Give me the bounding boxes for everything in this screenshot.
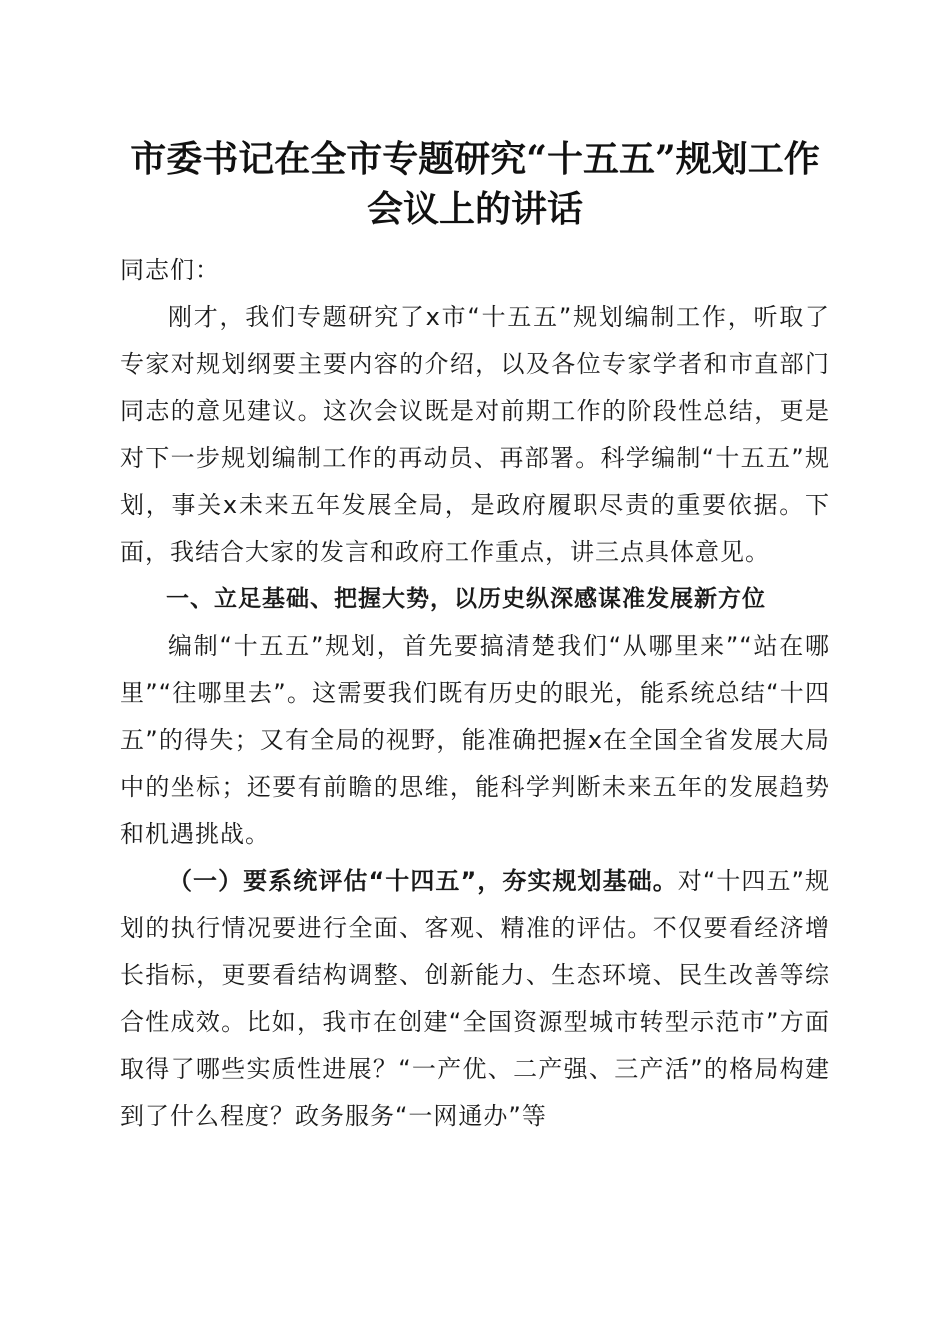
document-title — [100, 134, 850, 234]
paragraph-1: 刚才，我们专题研究了x市“十五五”规划编制工作，听取了专家对规划纲要主要内容的介绍，以及各位专家学者和市直部门同志的意见建议。这次会议既是对前期工作的阶段性总结，更是对下一步规划编制工作的再动员、再部署。科学编制“十五五”规划，事关x未来五年发展全局，是政府履职尽责的重要依据。下面，我结合大家的发言和政府工作重点，讲三点具体意见。 — [120, 303, 830, 566]
paragraph-3-text: 对“十四五”规划的执行情况要进行全面、客观、精准的评估。不仅要看经济增长指标，更要看结构调整、创新能力、生态环境、民生改善等综合性成效。比如，我市在创建“全国资源型城市转型示范市”方面取得了哪些实质性进展？“一产优、二产强、三产活”的格局构建到了什么程度？政务服务“一网通办”等 — [120, 867, 830, 1130]
title-line-1: 市委书记在全市专题研究“十五五”规划工作 — [130, 138, 820, 180]
paragraph-2: 编制“十五五”规划，首先要搞清楚我们“从哪里来”“站在哪里”“往哪里去”。这需要我们既有历史的眼光，能系统总结“十四五”的得失；又有全局的视野，能准确把握x在全国全省发展大局中的坐标；还要有前瞻的思维，能科学判断未来五年的发展趋势和机遇挑战。 — [120, 632, 830, 848]
paragraph-3 — [120, 858, 830, 1140]
salutation: 同志们： — [120, 256, 220, 284]
subheading-1: （一）要系统评估“十四五”，夯实规划基础。 — [168, 867, 678, 895]
document-body — [120, 247, 830, 1140]
section-heading-1: 一、立足基础、把握大势，以历史纵深感谋准发展新方位 — [166, 586, 766, 612]
title-line-2: 会议上的讲话 — [366, 188, 583, 230]
